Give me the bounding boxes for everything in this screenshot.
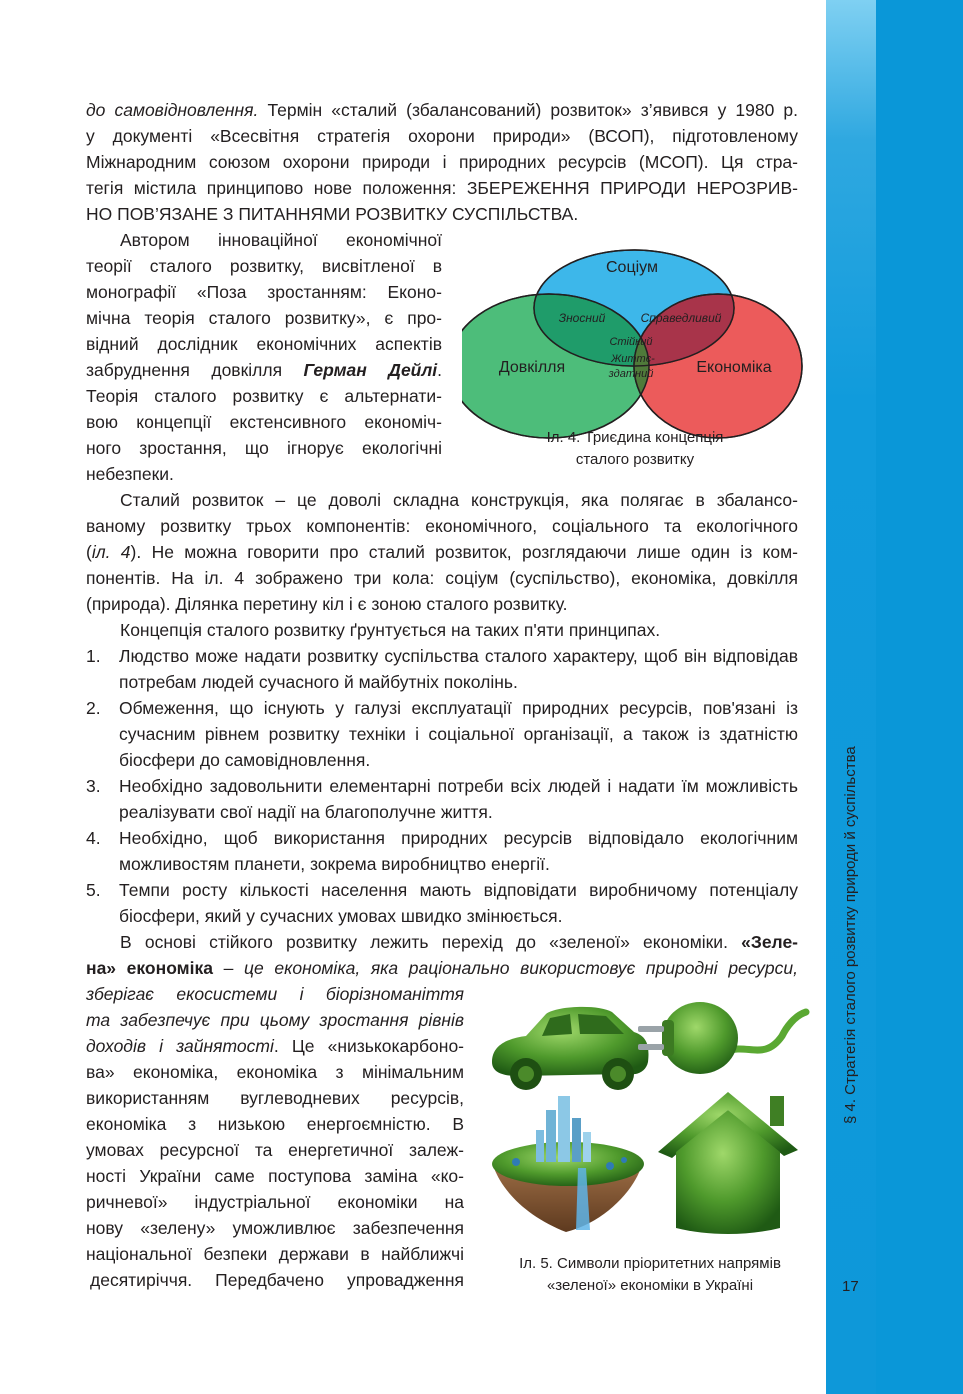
definition-italic: доходів і зайнятості	[86, 1036, 274, 1056]
list-number: 2.	[86, 698, 101, 718]
text-line: ричневої» індустріальної економіки на	[86, 1192, 464, 1212]
text-line: тегія містила принципово нове положення: ЗБЕРЕЖЕННЯ ПРИРОДИ НЕРОЗРИВ-	[86, 178, 798, 198]
text-line: ва» економіка, економіка з мінімальним	[86, 1062, 464, 1082]
green-economy-intro	[86, 929, 798, 981]
list-text: Людство може надати розвитку суспільства сталого характеру, щоб він відповідав потребам людей сучасного й майбутніх поколінь.	[119, 646, 798, 692]
text-fragment: забруднення довкілля	[86, 360, 283, 380]
definition-italic: та забезпечує при цьому зростання рівнів	[86, 1010, 464, 1030]
text-line: Сталий розвиток – це доволі складна конструкція, яка полягає в збалансо-	[120, 490, 798, 510]
text-line: НО ПОВ’ЯЗАНЕ З ПИТАННЯМИ РОЗВИТКУ СУСПІЛЬСТВА.	[86, 204, 579, 224]
text-line: ваному розвитку трьох компонентів: економічного, соціального та екологічного	[86, 516, 798, 536]
green-economy-illustration	[486, 992, 811, 1242]
environment-label: Довкілля	[498, 359, 566, 376]
caption-line: сталого розвитку	[575, 451, 695, 468]
text-fragment: . Це «низькокарбоно-	[273, 1036, 465, 1056]
text-line: десятиріччя. Передбачено упровадження	[90, 1270, 464, 1290]
text-fragment: –	[212, 958, 244, 978]
text-line: економіка з низькою енергоємністю. В	[86, 1114, 464, 1134]
text-line: у документі «Всесвітня стратегія охорони природи» (ВСОП), підготовленому	[86, 126, 798, 146]
text-line: умовах ресурсної та енергетичної залеж-	[86, 1140, 464, 1160]
list-item	[86, 773, 798, 825]
text-line	[86, 1033, 464, 1059]
text-line: ності України саме поступова заміна «ко-	[86, 1166, 464, 1186]
bold-term: «Зеле-	[741, 932, 798, 952]
eco-city-island-icon	[492, 1096, 644, 1232]
caption-line: Іл. 5. Символи пріоритетних напрямів	[519, 1255, 781, 1272]
bold-term: на» економіка	[86, 958, 213, 978]
author-paragraph	[86, 227, 442, 487]
text-line	[86, 929, 798, 955]
text-line	[86, 955, 798, 981]
sustainable-label-1: Стійкий	[609, 336, 653, 348]
text-fragment: Термін «сталий (збалансований) розвиток» з’явився у 1980 р.	[258, 100, 798, 120]
text-line: нову «зелену» уможливлює забезпечення	[86, 1218, 464, 1238]
italic-phrase: до самовідновлення.	[86, 100, 259, 120]
text-line: використанням вуглеводневих ресурсів,	[86, 1088, 464, 1108]
text-line	[86, 981, 464, 1007]
intro-paragraph	[86, 97, 798, 227]
page-number: 17	[842, 1278, 859, 1295]
list-item	[86, 695, 798, 773]
text-line: вою концепції екстенсивного економіч-	[86, 412, 442, 432]
list-number: 5.	[86, 880, 101, 900]
sustainable-development-paragraph	[86, 487, 798, 643]
grass-house-icon	[658, 1092, 798, 1234]
text-fragment: .	[437, 360, 442, 380]
text-line: теорії сталого розвитку, висвітленої в	[86, 256, 442, 276]
venn-diagram	[462, 238, 804, 442]
list-number: 3.	[86, 776, 101, 796]
text-line	[86, 357, 442, 383]
grass-plug-icon	[638, 1002, 806, 1074]
sustainable-label-2: Життє-	[611, 353, 655, 365]
list-text: Темпи росту кількості населення мають відповідати виробничому потенціалу біосфери, який у сучасних умовах швидко змінюється.	[119, 880, 798, 926]
text-line: відний дослідник економічних аспектів	[86, 334, 442, 354]
text-line	[86, 539, 798, 565]
text-fragment: ). Не можна говорити про сталий розвиток, розглядаючи лише один із ком-	[130, 542, 799, 562]
figure-4-caption	[470, 427, 800, 471]
text-line: національної безпеки держави в найближчі	[86, 1244, 464, 1264]
economy-label: Економіка	[696, 359, 772, 376]
list-item	[86, 825, 798, 877]
section-title-vertical: § 4. Стратегія сталого розвитку природи й суспільства	[842, 746, 859, 1124]
list-item	[86, 877, 798, 929]
green-economy-column	[86, 981, 464, 1293]
text-line: монографії «Поза зростанням: Еконо-	[86, 282, 442, 302]
text-line: Міжнародним союзом охорони природи і природних ресурсів (МСОП). Ця стра-	[86, 152, 798, 172]
text-line: небезпеки.	[86, 464, 174, 484]
list-number: 4.	[86, 828, 101, 848]
grass-car-icon	[492, 1007, 648, 1090]
text-line: (природа). Ділянка перетину кіл і є зоною сталого розвитку.	[86, 594, 568, 614]
text-line: понентів. На іл. 4 зображено три кола: соціум (суспільство), економіка, довкілля	[86, 568, 798, 588]
sidebar-band-dark	[876, 0, 963, 1394]
equitable-label: Справедливий	[640, 311, 722, 325]
text-line: мічна теорія сталого розвитку», є про-	[86, 308, 442, 328]
list-item	[86, 643, 798, 695]
definition-italic: зберігає екосистеми і біорізноманіття	[86, 984, 464, 1004]
figure-5-caption	[480, 1253, 820, 1297]
list-text: Необхідно, щоб використання природних ресурсів відповідало екологічним можливостям планети, зокрема виробництво енергії.	[119, 828, 798, 874]
text-line	[86, 97, 798, 123]
text-line: Автором інноваційної економічної	[120, 230, 442, 250]
author-name: Герман Дейлі	[303, 360, 438, 380]
figure-reference: іл. 4	[91, 542, 131, 562]
principles-intro: Концепція сталого розвитку ґрунтується на таких п'яти принципах.	[120, 620, 661, 640]
principles-list	[86, 643, 798, 929]
caption-line: «зеленої» економіки в Україні	[546, 1277, 754, 1294]
list-text: Необхідно задовольнити елементарні потреби всіх людей і надати їм можливість реалізувати свої надії на благополучне життя.	[119, 776, 798, 822]
sustainable-label-3: здатний	[608, 368, 654, 380]
bearable-label: Зносний	[558, 311, 606, 325]
definition-italic: це економіка, яка раціонально використовує природні ресурси,	[243, 958, 798, 978]
text-fragment: В основі стійкого розвитку лежить перехід до «зеленої» економіки.	[120, 932, 742, 952]
society-label: Соціум	[606, 259, 658, 276]
text-line: Теорія сталого розвитку є альтернати-	[86, 386, 442, 406]
text-fragment: (	[86, 542, 92, 562]
list-number: 1.	[86, 646, 101, 666]
text-line	[86, 1007, 464, 1033]
caption-line: Іл. 4. Триєдина концепція	[546, 429, 724, 446]
text-line: ного зростання, що ігнорує екологічні	[86, 438, 442, 458]
list-text: Обмеження, що існують у галузі експлуатації природних ресурсів, пов'язані із сучасним рівнем розвитку техніки і соціальної організації, а також із здатністю біосфери до самовідновлення.	[119, 698, 798, 770]
